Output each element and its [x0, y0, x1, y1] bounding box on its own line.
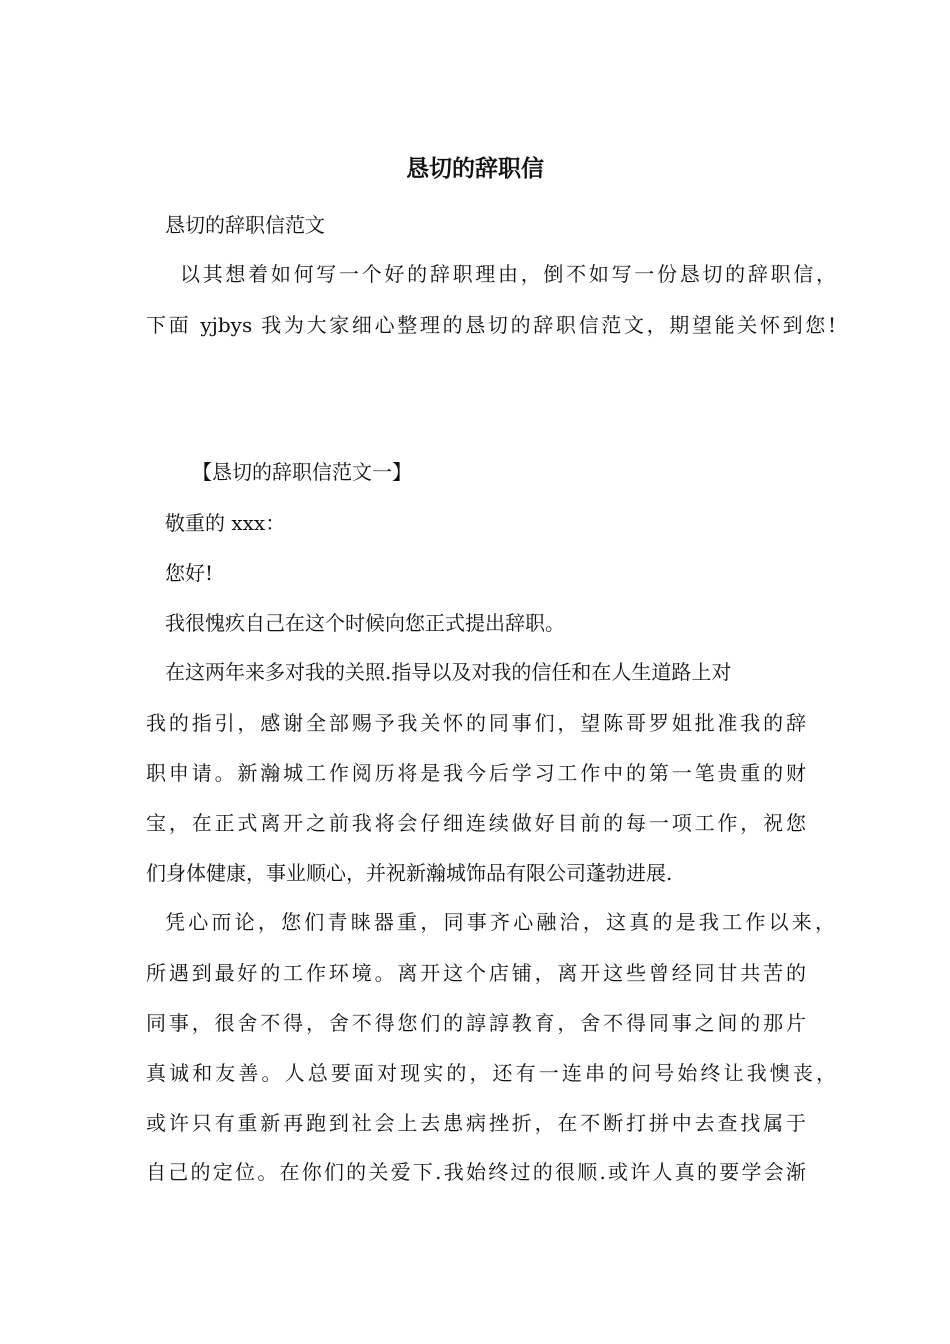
paragraph2-line-3: 同事，很舍不得，舍不得您们的諄諄教育，舍不得同事之间的那片 — [146, 1011, 806, 1035]
document-subtitle: 恳切的辞职信范文 — [165, 213, 325, 237]
paragraph1-line-1: 在这两年来多对我的关照.指导以及对我的信任和在人生道路上对 — [165, 660, 732, 684]
intro-line-1: 以其想着如何写一个好的辞职理由，倒不如写一份恳切的辞职信， — [180, 262, 836, 286]
paragraph1-line-2: 我的指引，感谢全部赐予我关怀的同事们，望陈哥罗姐批准我的辞 — [146, 711, 806, 735]
paragraph2-line-2: 所遇到最好的工作环境。离开这个店铺，离开这些曾经同甘共苦的 — [146, 961, 806, 985]
paragraph2-line-6: 自己的定位。在你们的关爱下.我始终过的很顺.或许人真的要学会渐 — [146, 1160, 806, 1184]
paragraph2-line-5: 或许只有重新再跑到社会上去患病挫折，在不断打拼中去查找属于 — [146, 1111, 806, 1135]
salutation: 敬重的 xxx： — [165, 511, 286, 535]
paragraph1-line-5: 们身体健康，事业顺心，并祝新瀚城饰品有限公司蓬勃进展. — [146, 861, 673, 885]
greeting: 您好! — [165, 561, 214, 585]
paragraph2-line-4: 真诚和友善。人总要面对现实的，还有一连串的问号始终让我懊丧， — [146, 1061, 836, 1085]
paragraph1-line-4: 宝，在正式离开之前我将会仔细连续做好目前的每一项工作，祝您 — [146, 811, 806, 835]
opening-line: 我很愧疚自己在这个时候向您正式提出辞职。 — [165, 611, 565, 635]
paragraph2-line-1: 凭心而论，您们青睐器重，同事齐心融洽，这真的是我工作以来， — [165, 910, 835, 934]
section-heading: 【恳切的辞职信范文一】 — [192, 460, 412, 484]
intro-line-2: 下面 yjbys 我为大家细心整理的恳切的辞职信范文，期望能关怀到您! — [146, 313, 836, 337]
paragraph1-line-3: 职申请。新瀚城工作阅历将是我今后学习工作中的第一笔贵重的财 — [146, 761, 806, 785]
document-title: 恳切的辞职信 — [406, 155, 544, 182]
